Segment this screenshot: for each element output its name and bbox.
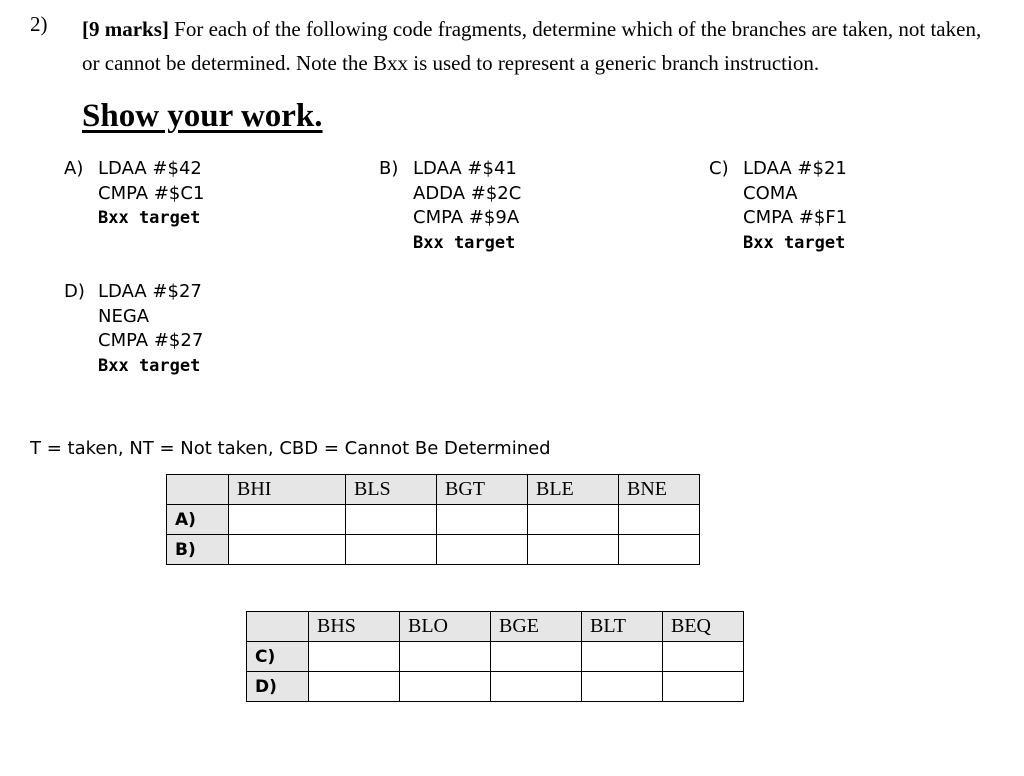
fragment-a-line-1: LDAA #$42: [98, 158, 202, 179]
answer-cell-d-blt[interactable]: [582, 672, 663, 702]
fragment-d-line-2: NEGA: [98, 305, 150, 327]
table-header-row: [167, 475, 700, 505]
header-ble: BLE: [528, 475, 619, 505]
fragment-b: [379, 157, 521, 255]
fragment-d-line-1: LDAA #$27: [98, 281, 202, 302]
header-beq: BEQ: [663, 612, 744, 642]
fragment-c: [709, 157, 847, 255]
show-work-heading: Show your work.: [82, 98, 323, 134]
table-row: [247, 642, 744, 672]
header-bgt: BGT: [437, 475, 528, 505]
answer-cell-a-bhi[interactable]: [229, 505, 346, 535]
answer-cell-c-blt[interactable]: [582, 642, 663, 672]
table-row: [167, 505, 700, 535]
answer-cell-b-bgt[interactable]: [437, 535, 528, 565]
header-bhs: BHS: [309, 612, 400, 642]
fragment-a-label: A): [64, 158, 84, 179]
answer-table-2: [246, 611, 744, 702]
row-label-a: A): [167, 505, 229, 535]
answer-cell-c-blo[interactable]: [400, 642, 491, 672]
question-number: 2): [30, 12, 48, 36]
fragment-d-line-4: Bxx target: [98, 355, 201, 376]
fragment-c-line-1: LDAA #$21: [743, 158, 847, 179]
row-label-d: D): [247, 672, 309, 702]
fragment-c-line-4: Bxx target: [743, 232, 846, 253]
fragment-a-line-3: Bxx target: [98, 208, 201, 228]
answer-table-1: [166, 474, 700, 565]
fragment-a-line-2: CMPA #$C1: [98, 182, 205, 204]
answer-cell-b-ble[interactable]: [528, 535, 619, 565]
question-text: [82, 12, 1002, 80]
header-bge: BGE: [491, 612, 582, 642]
row-label-b: B): [167, 535, 229, 565]
header-blt: BLT: [582, 612, 663, 642]
answer-cell-c-bhs[interactable]: [309, 642, 400, 672]
answer-cell-d-bhs[interactable]: [309, 672, 400, 702]
question-marks: [9 marks]: [82, 17, 169, 41]
fragment-a: [64, 157, 204, 231]
fragment-c-line-2: COMA: [743, 182, 798, 204]
answer-cell-c-beq[interactable]: [663, 642, 744, 672]
table-corner-cell: [167, 475, 229, 505]
header-blo: BLO: [400, 612, 491, 642]
answer-cell-a-bgt[interactable]: [437, 505, 528, 535]
fragment-c-label: C): [709, 158, 729, 179]
answer-cell-d-blo[interactable]: [400, 672, 491, 702]
answer-cell-a-bls[interactable]: [346, 505, 437, 535]
table-row: [247, 672, 744, 702]
answer-cell-d-bge[interactable]: [491, 672, 582, 702]
answer-cell-b-bhi[interactable]: [229, 535, 346, 565]
header-bls: BLS: [346, 475, 437, 505]
answer-cell-c-bge[interactable]: [491, 642, 582, 672]
header-bhi: BHI: [229, 475, 346, 505]
row-label-c: C): [247, 642, 309, 672]
fragment-b-line-2: ADDA #$2C: [413, 182, 522, 204]
answer-cell-a-bne[interactable]: [619, 505, 700, 535]
fragment-d: [64, 280, 203, 378]
fragment-d-line-3: CMPA #$27: [98, 330, 204, 351]
fragment-c-line-3: CMPA #$F1: [743, 207, 848, 228]
table-header-row: [247, 612, 744, 642]
answer-cell-b-bne[interactable]: [619, 535, 700, 565]
question-body: For each of the following code fragments, determine which of the branches are taken, not taken, or cannot be determined. Note the Bxx is used to represent a generic branch instruction.: [82, 17, 982, 75]
legend-text: T = taken, NT = Not taken, CBD = Cannot Be Determined: [30, 438, 551, 459]
table-row: [167, 535, 700, 565]
fragment-b-line-1: LDAA #$41: [413, 158, 517, 179]
fragment-d-label: D): [64, 281, 85, 302]
answer-cell-d-beq[interactable]: [663, 672, 744, 702]
answer-cell-b-bls[interactable]: [346, 535, 437, 565]
table-corner-cell: [247, 612, 309, 642]
header-bne: BNE: [619, 475, 700, 505]
answer-cell-a-ble[interactable]: [528, 505, 619, 535]
fragment-b-line-3: CMPA #$9A: [413, 207, 520, 228]
fragment-b-line-4: Bxx target: [413, 232, 516, 253]
fragment-b-label: B): [379, 158, 399, 179]
